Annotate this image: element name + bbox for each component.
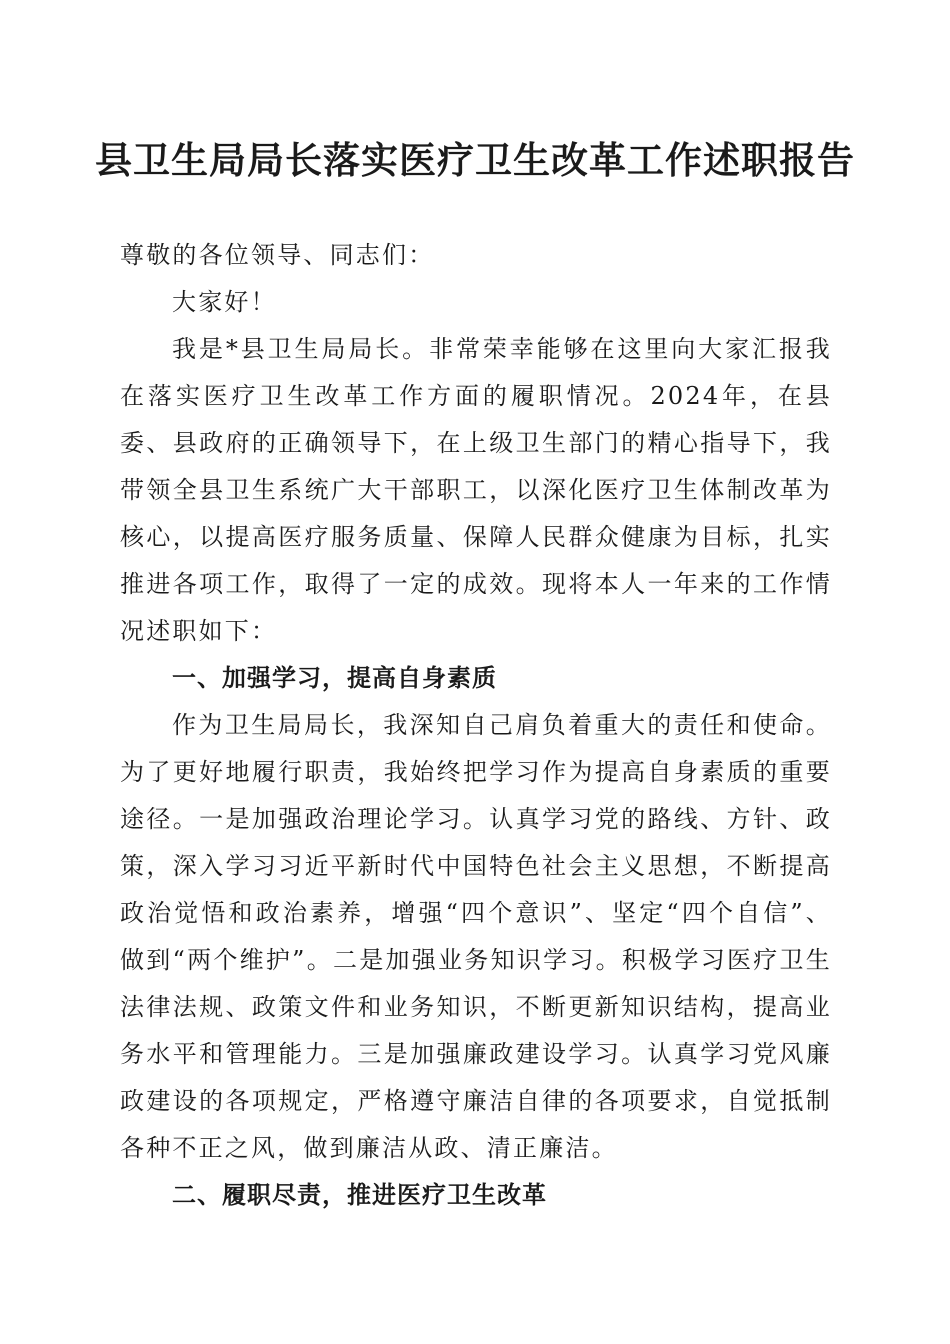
- greeting: 大家好！: [172, 288, 277, 316]
- document-title: 县卫生局局长落实医疗卫生改革工作述职报告: [95, 138, 855, 182]
- section-heading-1: 一、加强学习，提高自身素质: [172, 664, 497, 692]
- intro-paragraph: 我是*县卫生局局长。非常荣幸能够在这里向大家汇报我在落实医疗卫生改革工作方面的履职情况。2024年，在县委、县政府的正确领导下，在上级卫生部门的精心指导下，我带领全县卫生系统广大干部职工，以深化医疗卫生体制改革为核心，以提高医疗服务质量、保障人民群众健康为目标，扎实推进各项工作，取得了一定的成效。现将本人一年来的工作情况述职如下：: [120, 335, 832, 645]
- section-paragraph-1: 作为卫生局局长，我深知自己肩负着重大的责任和使命。为了更好地履行职责，我始终把学习作为提高自身素质的重要途径。一是加强政治理论学习。认真学习党的路线、方针、政策，深入学习习近平新时代中国特色社会主义思想，不断提高政治觉悟和政治素养，增强“四个意识”、坚定“四个自信”、做到“两个维护”。二是加强业务知识学习。积极学习医疗卫生法律法规、政策文件和业务知识，不断更新知识结构，提高业务水平和管理能力。三是加强廉政建设学习。认真学习党风廉政建设的各项规定，严格遵守廉洁自律的各项要求，自觉抵制各种不正之风，做到廉洁从政、清正廉洁。: [120, 711, 832, 1162]
- document-body: [120, 232, 832, 1219]
- section-heading-2: 二、履职尽责，推进医疗卫生改革: [172, 1181, 547, 1209]
- salutation: 尊敬的各位领导、同志们：: [120, 241, 435, 269]
